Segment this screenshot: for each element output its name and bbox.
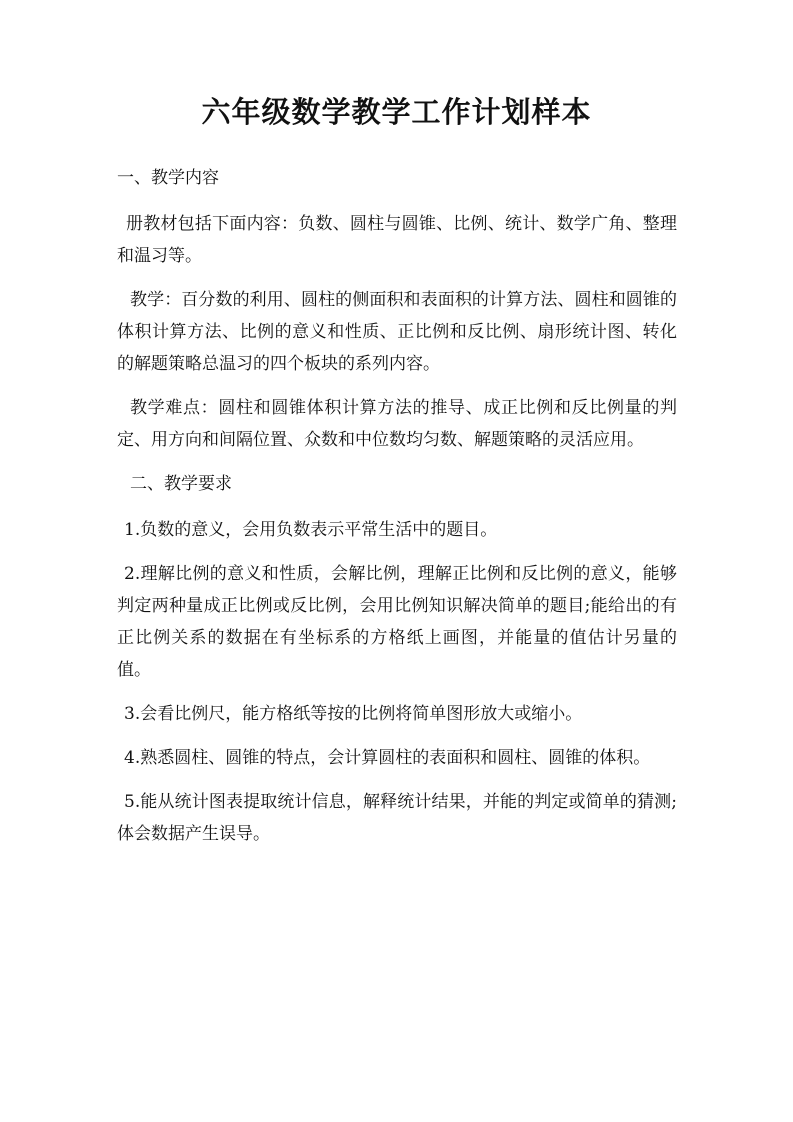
requirement-item-2: 2.理解比例的意义和性质，会解比例，理解正比例和反比例的意义，能够判定两种量成正比例或反比例，会用比例知识解决简单的题目;能给出的有正比例关系的数据在有坐标系的方格纸上画图，并能量的值估计另量的值。 [117,564,677,680]
paragraph-textbook-contents: 册教材包括下面内容：负数、圆柱与圆锥、比例、统计、数学广角、整理和温习等。 [117,214,677,266]
section-heading-teaching-content: 一、教学内容 [117,168,219,188]
requirement-item-3: 3.会看比例尺，能方格纸等按的比例将简单图形放大或缩小。 [124,704,583,724]
requirement-item-4: 4.熟悉圆柱、圆锥的特点，会计算圆柱的表面积和圆柱、圆锥的体积。 [124,748,651,768]
paragraph-teaching-difficulties: 教学难点：圆柱和圆锥体积计算方法的推导、成正比例和反比例量的判定、用方向和间隔位置、众数和中位数均匀数、解题策略的灵活应用。 [117,398,677,450]
document-body [117,162,677,862]
requirement-item-5: 5.能从统计图表提取统计信息，解释统计结果，并能的判定或简单的猜测;体会数据产生误导。 [117,792,677,844]
section-heading-teaching-requirements: 二、教学要求 [130,474,232,494]
document-title: 六年级数学教学工作计划样本 [201,95,592,129]
paragraph-teaching-focus: 教学：百分数的利用、圆柱的侧面积和表面积的计算方法、圆柱和圆锥的体积计算方法、比例的意义和性质、正比例和反比例、扇形统计图、转化的解题策略总温习的四个板块的系列内容。 [117,290,677,374]
requirement-item-1: 1.负数的意义，会用负数表示平常生活中的题目。 [124,520,498,540]
